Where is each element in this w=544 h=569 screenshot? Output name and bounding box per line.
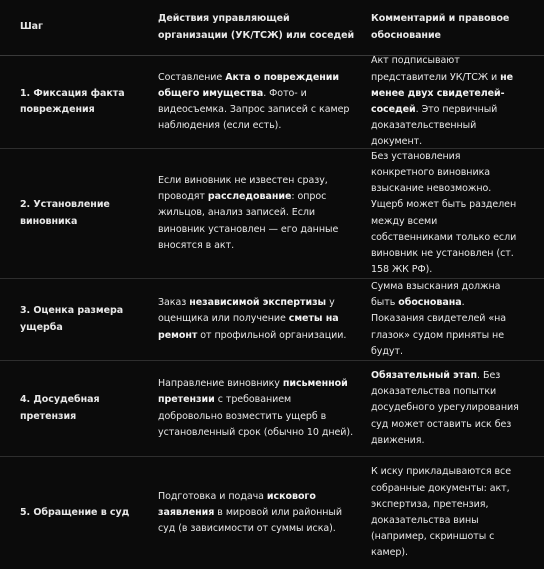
step-cell: 1. Фиксация факта повреждения [20, 87, 125, 115]
table-header-row [0, 0, 544, 56]
bold-fragment: обоснована [398, 297, 462, 309]
header-comment: Комментарий и правовое обоснование [371, 13, 510, 41]
bold-fragment: не менее двух свидетелей-соседей [371, 71, 514, 115]
action-cell: Если виновник не известен сразу, проводят расследование: опрос жильцов, анализ записей. Если виновник установлен — его данные вносятся в акт. [158, 174, 339, 251]
action-cell: Направление виновнику письменной претензии с требованием добровольно возместить ущерб в установленный срок (обычно 10 дней). [158, 378, 354, 438]
table-row [0, 361, 544, 457]
comment-cell: К иску прикладываются все собранные документы: акт, экспертиза, претензия, доказательства вины (например, скриншоты с камер). [371, 466, 511, 559]
bold-fragment: письменной претензии [158, 378, 348, 406]
action-cell: Подготовка и подача искового заявления в мировой или районный суд (в зависимости от суммы иска). [158, 490, 342, 535]
bold-fragment: Акта о повреждении общего имущества [158, 71, 339, 99]
bold-fragment: сметы на ремонт [158, 313, 339, 341]
action-cell: Заказ независимой экспертизы у оценщика или получение сметы на ремонт от профильной организации. [158, 297, 347, 341]
header-actions: Действия управляющей организации (УК/ТСЖ) или соседей [158, 13, 355, 41]
header-step: Шаг [20, 21, 43, 33]
step-cell: 3. Оценка размера ущерба [20, 305, 124, 333]
bold-fragment: Обязательный этап [371, 369, 478, 381]
table-row [0, 279, 544, 361]
step-cell: 5. Обращение в суд [20, 506, 130, 518]
table-row [0, 149, 544, 279]
step-cell: 2. Установление виновника [20, 199, 110, 227]
bold-fragment: искового заявления [158, 490, 316, 518]
bold-fragment: расследование [207, 191, 292, 203]
table-row [0, 457, 544, 569]
comment-cell: Сумма взыскания должна быть обоснована. Показания свидетелей «на глазок» судом приняты не будут. [371, 281, 507, 357]
comment-cell: Без установления конкретного виновника взыскание невозможно. Ущерб может быть разделен между всеми собственниками только если виновник не установлен (ст. 158 ЖК РФ). [371, 150, 517, 276]
step-cell: 4. Досудебная претензия [20, 394, 100, 422]
comment-cell: Обязательный этап. Без доказательства попытки досудебного урегулирования суд может оставить иск без движения. [371, 369, 519, 446]
table-row [0, 56, 544, 149]
action-cell: Составление Акта о повреждении общего имущества. Фото- и видеосъемка. Запрос записей с камер наблюдения (если есть). [158, 71, 350, 132]
comment-cell: Акт подписывают представители УК/ТСЖ и не менее двух свидетелей-соседей. Это первичный доказательственный документ. [371, 55, 514, 148]
bold-fragment: независимой экспертизы [189, 297, 327, 309]
